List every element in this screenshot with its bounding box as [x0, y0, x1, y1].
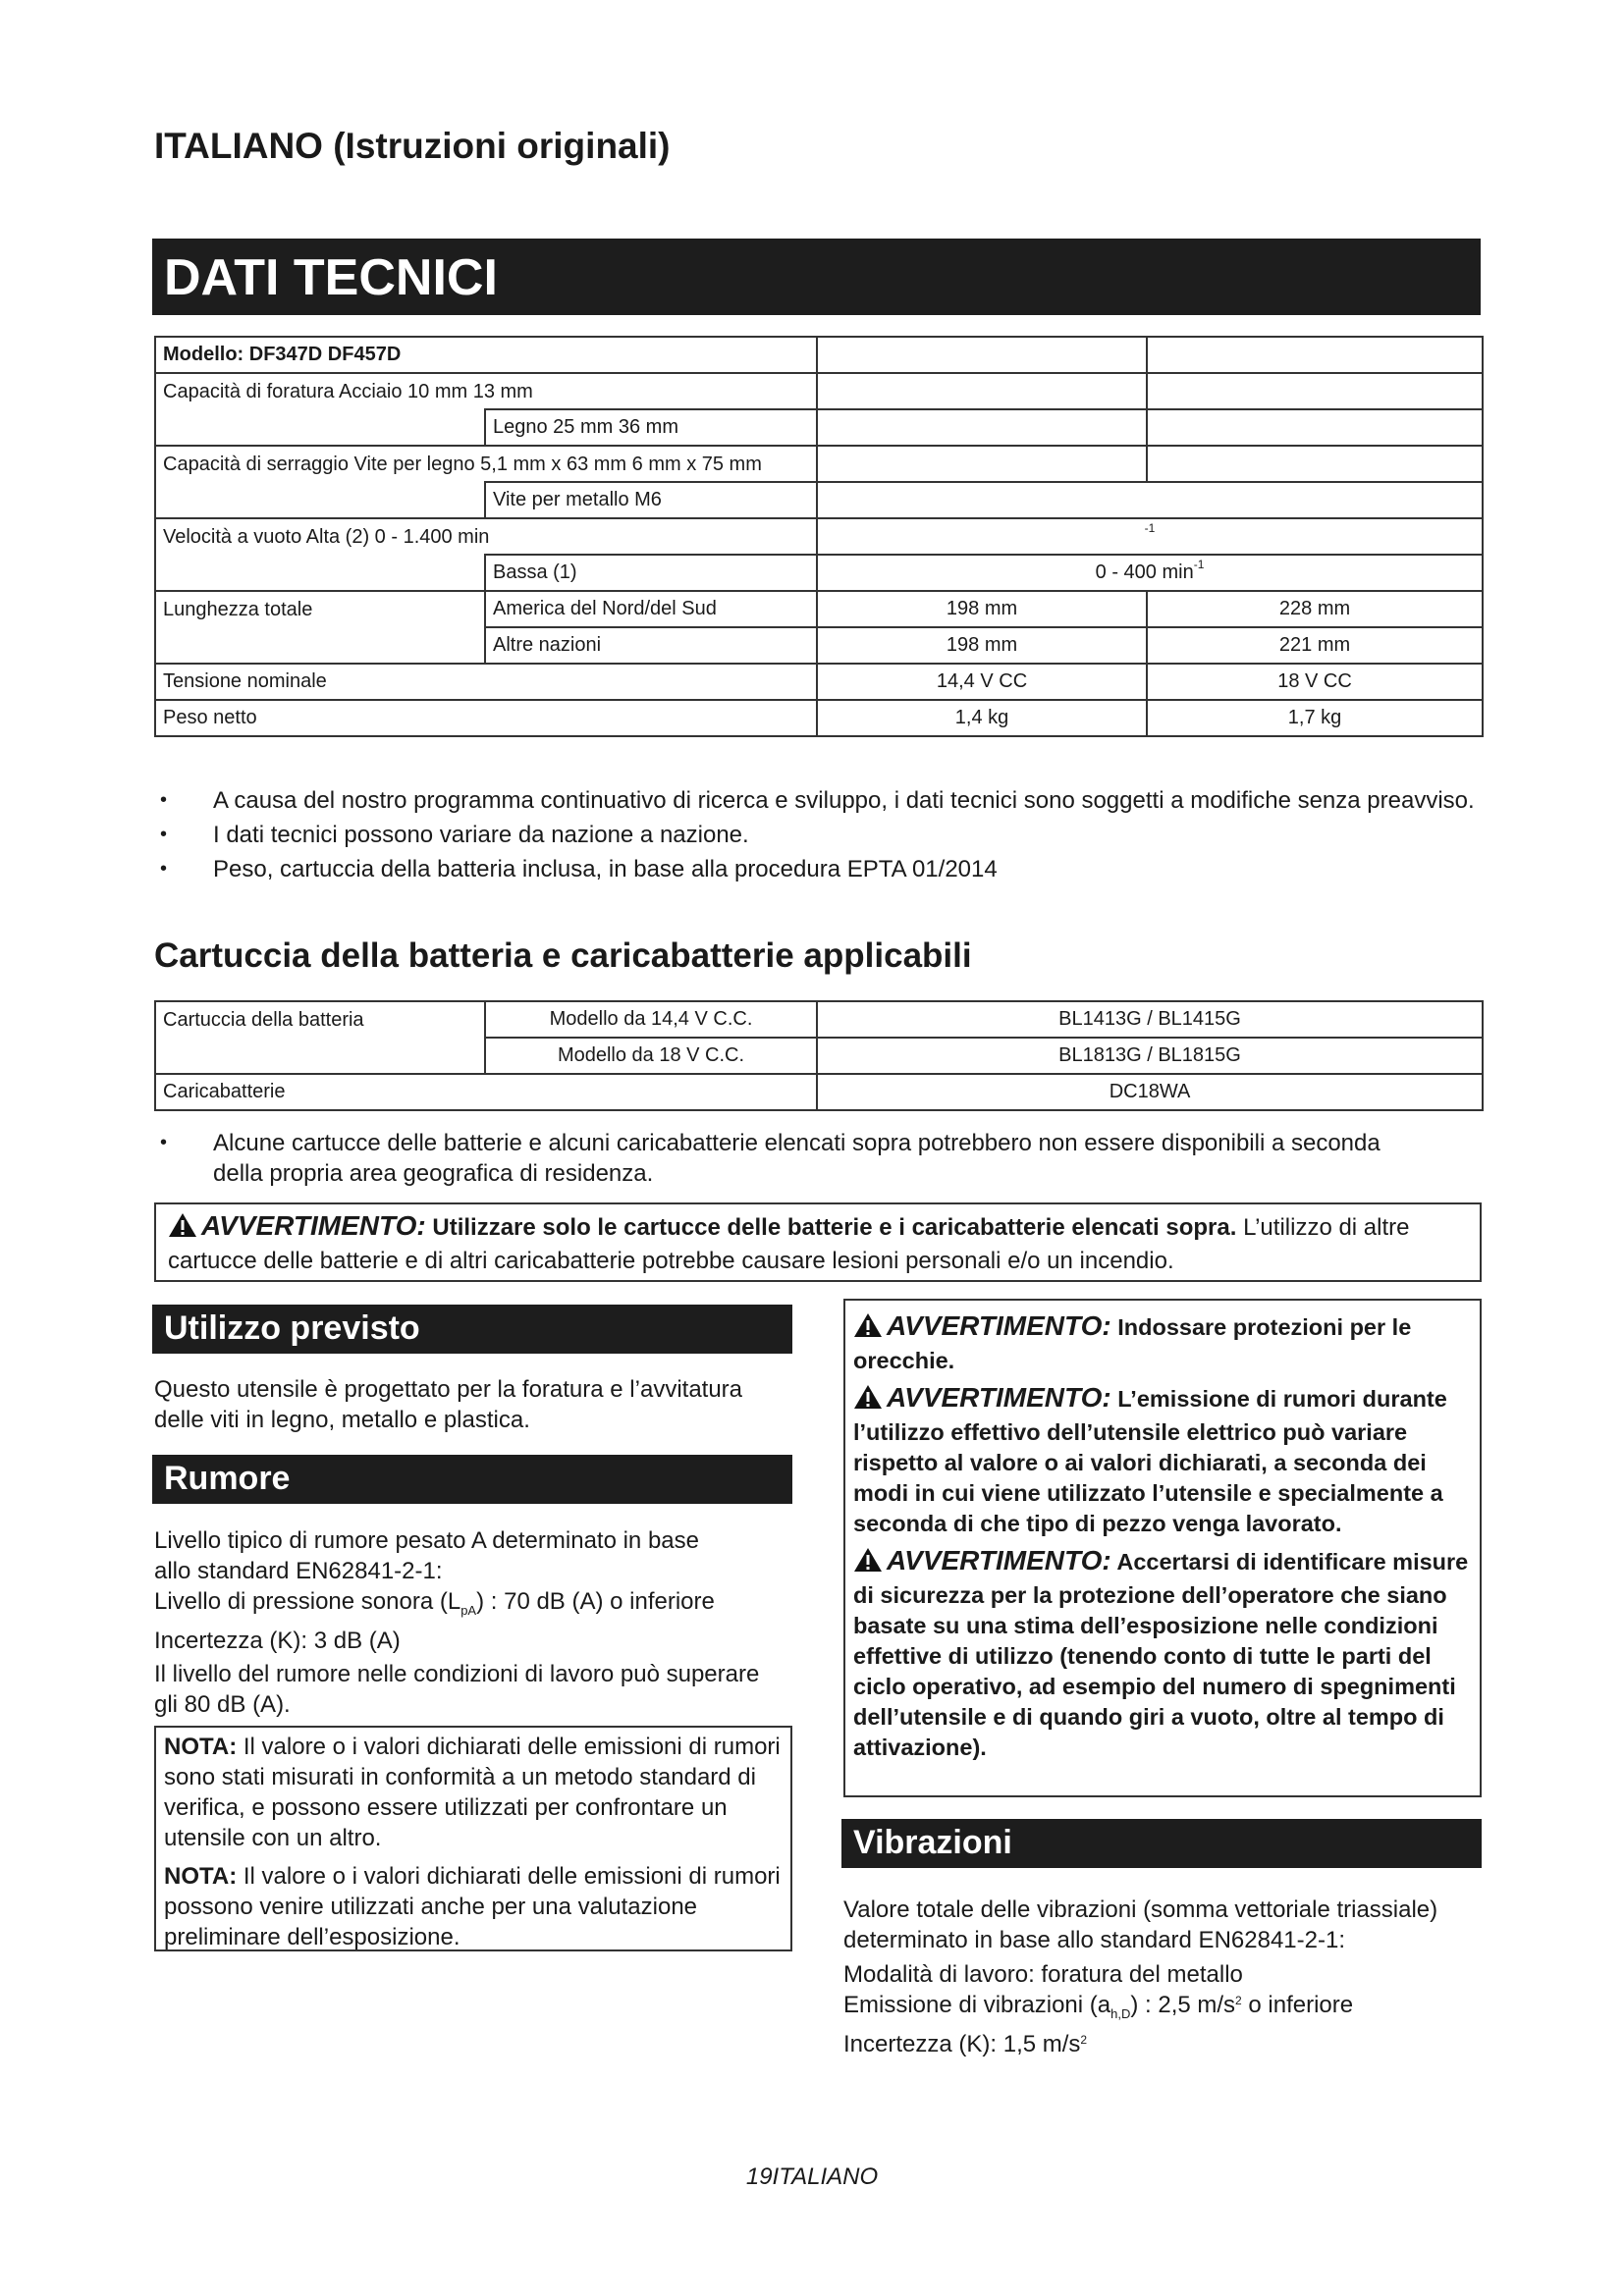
battery-section-title: Cartuccia della batteria e caricabatterie applicabili	[154, 936, 972, 975]
section-title-noise: Rumore	[152, 1455, 792, 1504]
section-title-vibration: Vibrazioni	[841, 1819, 1482, 1868]
table-row	[155, 1001, 1483, 1038]
warning-battery	[154, 1202, 1482, 1282]
noise-notes-box	[154, 1726, 792, 1951]
table-row	[155, 591, 1483, 627]
length-other-value-1: 198 mm	[817, 627, 1147, 664]
net-weight-value-1: 1,4 kg	[817, 700, 1147, 736]
warning-word: AVVERTIMENTO:	[201, 1210, 426, 1241]
model-cell: Modello: DF347D DF457D	[155, 337, 817, 373]
language-title: ITALIANO (Istruzioni originali)	[154, 126, 671, 166]
vibration-mode: Modalità di lavoro: foratura del metallo	[843, 1961, 1243, 1988]
empty-cell	[155, 555, 485, 591]
battery-table	[154, 1000, 1484, 1111]
warning-triangle-icon	[853, 1384, 883, 1417]
model-144-label: Modello da 14,4 V C.C.	[485, 1001, 817, 1038]
empty-cell	[485, 518, 817, 555]
model-18-value: BL1813G / BL1815G	[817, 1038, 1483, 1074]
battery-notes	[154, 1128, 1431, 1193]
table-row	[155, 627, 1483, 664]
table-row	[155, 446, 1483, 482]
superscript: -1	[1144, 521, 1156, 535]
list-item: • A causa del nostro programma continuativo di ricerca e sviluppo, i dati tecnici sono soggetti a modifiche senza preavviso.	[154, 785, 1482, 816]
table-row	[155, 337, 1483, 373]
low-speed-label: Bassa (1)	[485, 555, 817, 591]
length-other-label: Altre nazioni	[485, 627, 817, 664]
vibration-block	[843, 1895, 1472, 2059]
warning-ear-protection: AVVERTIMENTO: Indossare protezioni per le orecchie.	[853, 1310, 1412, 1373]
empty-cell	[485, 373, 817, 409]
noise-exceed-text: Il livello del rumore nelle condizioni di lavoro può superare gli 80 dB (A).	[154, 1661, 760, 1718]
empty-cell	[1147, 373, 1483, 409]
noise-pressure: Livello di pressione sonora $(L_{pA})$ : 70 dB (A) o inferiore	[154, 1588, 715, 1618]
length-na-value-2: 228 mm	[1147, 591, 1483, 627]
fastening-metal-label: Vite per metallo M6	[485, 482, 817, 518]
table-row	[155, 409, 1483, 446]
list-item: • Peso, cartuccia della batteria inclusa, in base alla procedura EPTA 01/2014	[154, 854, 1482, 884]
noise-uncertainty: Incertezza (K): 3 dB (A)	[154, 1627, 401, 1654]
high-speed-value	[817, 518, 1483, 555]
fastening-capacity-label: Capacità di serraggio Vite per legno 5,1 mm x 63 mm 6 mm x 75 mm	[155, 446, 485, 482]
empty-cell	[155, 1038, 485, 1074]
noise-line-1: Livello tipico di rumore pesato A determinato in base	[154, 1527, 699, 1554]
empty-cell	[817, 482, 1483, 518]
section-title-intended-use: Utilizzo previsto	[152, 1305, 792, 1354]
table-row	[155, 700, 1483, 736]
section-title-dati-tecnici: DATI TECNICI	[152, 239, 1481, 315]
spec-table	[154, 336, 1484, 737]
empty-cell	[817, 409, 1147, 446]
table-row	[155, 664, 1483, 700]
warning-triangle-icon	[853, 1312, 883, 1346]
low-speed-value: 0 - 400 $\min^{-1}$	[817, 555, 1483, 591]
rated-voltage-value-2: 18 V CC	[1147, 664, 1483, 700]
net-weight-value-2: 1,7 kg	[1147, 700, 1483, 736]
vibration-emission: Emissione di vibrazioni $(a_{h,D})$ : 2,5 $m/s^2$ o inferiore	[843, 1992, 1354, 2021]
warning-safety-measures: AVVERTIMENTO: Accertarsi di identificare misure di sicurezza per la protezione dell’operatore che siano basate su una stima dell’esposizione nelle condizioni effettive di utilizzo (tenendo conto di tutte le parti del ciclo operativo, ad esempio del numero di spegnimenti dell’utensile e di quando giri a vuoto, oltre al tempo di attivazione).	[853, 1545, 1469, 1760]
noload-speed-label: Velocità a vuoto Alta (2) 0 - 1.400 min	[155, 518, 485, 555]
list-item: • Alcune cartucce delle batterie e alcuni caricabatterie elencati sopra potrebbero non essere disponibili a seconda della propria area geografica di residenza.	[154, 1128, 1431, 1189]
noise-line-2: allo standard EN62841-2-1:	[154, 1558, 443, 1584]
table-row	[155, 1074, 1483, 1110]
vibration-uncertainty: Incertezza (K): 1,5 $m/s^2$	[843, 2030, 1088, 2057]
warning-triangle-icon	[168, 1212, 197, 1246]
page-footer: 19ITALIANO	[745, 2163, 879, 2190]
right-warnings-box	[843, 1299, 1482, 1797]
model-144-value: BL1413G / BL1415G	[817, 1001, 1483, 1038]
table-row	[155, 482, 1483, 518]
rated-voltage-label: Tensione nominale	[155, 664, 817, 700]
model-18-label: Modello da 18 V C.C.	[485, 1038, 817, 1074]
net-weight-label: Peso netto	[155, 700, 817, 736]
empty-cell	[155, 409, 485, 446]
table-row	[155, 518, 1483, 555]
list-item: • I dati tecnici possono variare da nazione a nazione.	[154, 820, 1482, 850]
spec-notes	[154, 785, 1482, 888]
empty-cell	[155, 482, 485, 518]
empty-cell	[817, 446, 1147, 482]
length-na-value-1: 198 mm	[817, 591, 1147, 627]
table-row	[155, 555, 1483, 591]
rated-voltage-value-1: 14,4 V CC	[817, 664, 1147, 700]
warning-text: L’utilizzo di altre cartucce delle batterie e di altri caricabatterie potrebbe causare lesioni personali e/o un incendio.	[168, 1214, 1410, 1274]
length-na-label: America del Nord/del Sud	[485, 591, 817, 627]
drill-capacity-label: Capacità di foratura Acciaio 10 mm 13 mm	[155, 373, 485, 409]
noise-note-1: NOTA: Il valore o i valori dichiarati delle emissioni di rumori sono stati misurati in conformità a un metodo standard di verifica, e possono essere utilizzati per confrontare un utensile con un altro.	[164, 1734, 781, 1851]
warning-triangle-icon	[853, 1547, 883, 1580]
intended-use-text: Questo utensile è progettato per la foratura e l’avvitatura delle viti in legno, metallo e plastica.	[154, 1376, 743, 1433]
warning-bold-text: Utilizzare solo le cartucce delle batterie e i caricabatterie elencati sopra.	[432, 1214, 1237, 1241]
length-other-value-2: 221 mm	[1147, 627, 1483, 664]
drill-wood-label: Legno 25 mm 36 mm	[485, 409, 817, 446]
overall-length-label: Lunghezza totale	[155, 591, 485, 627]
empty-cell	[1147, 409, 1483, 446]
warning-noise-emission: AVVERTIMENTO: L’emissione di rumori durante l’utilizzo effettivo dell’utensile elettrico può variare rispetto al valore o ai valori dichiarati, a seconda dei modi in cui viene utilizzato l’utensile e specialmente a seconda di che tipo di pezzo venga lavorato.	[853, 1382, 1447, 1536]
battery-label: Cartuccia della batteria	[155, 1001, 485, 1038]
empty-cell	[1147, 446, 1483, 482]
charger-value: DC18WA	[817, 1074, 1483, 1110]
empty-cell	[1147, 337, 1483, 373]
empty-cell	[817, 337, 1147, 373]
empty-cell	[155, 627, 485, 664]
empty-cell	[817, 373, 1147, 409]
charger-label: Caricabatterie	[155, 1074, 817, 1110]
table-row	[155, 1038, 1483, 1074]
table-row	[155, 373, 1483, 409]
vibration-intro: Valore totale delle vibrazioni (somma vettoriale triassiale) determinato in base allo standard EN62841-2-1:	[843, 1896, 1438, 1953]
noise-block	[154, 1525, 783, 1656]
noise-note-2: NOTA: Il valore o i valori dichiarati delle emissioni di rumori possono venire utilizzati anche per una valutazione preliminare dell’esposizione.	[164, 1863, 781, 1950]
